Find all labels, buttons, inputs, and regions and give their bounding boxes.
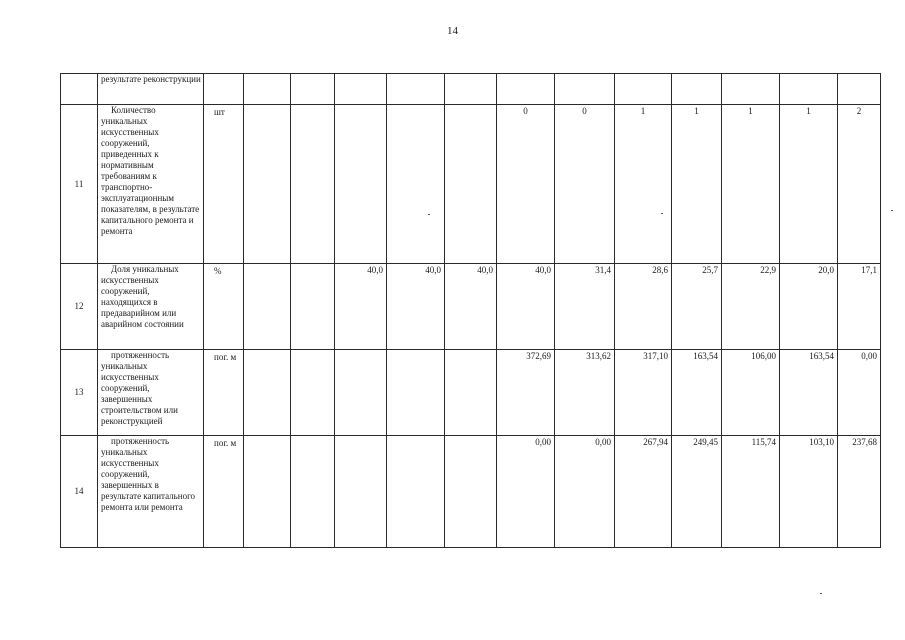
value-cell: 317,10 xyxy=(615,350,672,436)
value-cell: 249,45 xyxy=(672,436,722,548)
row-unit-cell: % xyxy=(204,264,244,350)
value-cell: 40,0 xyxy=(387,264,445,350)
value-cell xyxy=(387,436,445,548)
value-cell xyxy=(335,350,387,436)
value-cell: 2 xyxy=(838,105,881,264)
value-cell: 163,54 xyxy=(672,350,722,436)
row-description-cell: Доля уникальных искусственных сооружений, находящихся в предаварийном или аварийном состоянии xyxy=(98,264,204,350)
value-cell: 0,00 xyxy=(497,436,555,548)
value-cell xyxy=(291,350,335,436)
value-cell: 28,6 xyxy=(615,264,672,350)
row-unit-cell: пог. м xyxy=(204,436,244,548)
value-cell: 115,74 xyxy=(722,436,780,548)
value-cell xyxy=(244,350,291,436)
page-number: 14 xyxy=(447,25,458,37)
value-cell xyxy=(445,350,497,436)
value-cell xyxy=(244,436,291,548)
value-cell xyxy=(291,105,335,264)
value-cell xyxy=(244,264,291,350)
table-row-continuation xyxy=(61,74,881,105)
table-row xyxy=(61,264,881,350)
row-number-cell: 11 xyxy=(61,105,98,264)
row-unit-cell: шт xyxy=(204,105,244,264)
row-description-cell: протяженность уникальных искусственных сооружений, завершенных строительством или реконструкцией xyxy=(98,350,204,436)
value-cell: 1 xyxy=(780,105,838,264)
value-cell: 40,0 xyxy=(497,264,555,350)
row-unit-cell: пог. м xyxy=(204,350,244,436)
value-cell: 1 xyxy=(615,105,672,264)
value-cell: 103,10 xyxy=(780,436,838,548)
value-cell: 0,00 xyxy=(555,436,615,548)
value-cell: 0 xyxy=(497,105,555,264)
value-cell xyxy=(244,105,291,264)
scan-speck xyxy=(891,210,893,211)
value-cell: 1 xyxy=(672,105,722,264)
table-row xyxy=(61,105,881,264)
value-cell: 20,0 xyxy=(780,264,838,350)
value-cell xyxy=(445,436,497,548)
value-cell: 25,7 xyxy=(672,264,722,350)
row-description-cell: результате реконструкции xyxy=(98,74,204,105)
value-cell xyxy=(335,436,387,548)
value-cell xyxy=(335,105,387,264)
value-cell: 372,69 xyxy=(497,350,555,436)
scan-speck xyxy=(820,593,822,594)
scan-speck xyxy=(428,214,430,215)
value-cell: 31,4 xyxy=(555,264,615,350)
value-cell xyxy=(445,105,497,264)
value-cell: 106,00 xyxy=(722,350,780,436)
value-cell: 40,0 xyxy=(335,264,387,350)
indicators-table xyxy=(60,73,881,548)
value-cell: 22,9 xyxy=(722,264,780,350)
value-cell: 237,68 xyxy=(838,436,881,548)
table-row xyxy=(61,350,881,436)
value-cell: 0,00 xyxy=(838,350,881,436)
value-cell xyxy=(387,105,445,264)
value-cell: 40,0 xyxy=(445,264,497,350)
scan-speck xyxy=(661,213,663,214)
table-row xyxy=(61,436,881,548)
value-cell xyxy=(291,264,335,350)
value-cell: 313,62 xyxy=(555,350,615,436)
value-cell xyxy=(387,350,445,436)
row-number-cell: 14 xyxy=(61,436,98,548)
value-cell: 267,94 xyxy=(615,436,672,548)
row-number-cell: 13 xyxy=(61,350,98,436)
value-cell: 0 xyxy=(555,105,615,264)
value-cell xyxy=(291,436,335,548)
row-number-cell xyxy=(61,74,98,105)
row-number-cell: 12 xyxy=(61,264,98,350)
row-description-cell: протяженность уникальных искусственных сооружений, завершенных в результате капитального ремонта или ремонта xyxy=(98,436,204,548)
value-cell: 163,54 xyxy=(780,350,838,436)
value-cell: 17,1 xyxy=(838,264,881,350)
value-cell: 1 xyxy=(722,105,780,264)
row-description-cell: Количество уникальных искусственных сооружений, приведенных к нормативным требованиям к транспортно-эксплуатационным показателям, в результате капитального ремонта и ремонта xyxy=(98,105,204,264)
